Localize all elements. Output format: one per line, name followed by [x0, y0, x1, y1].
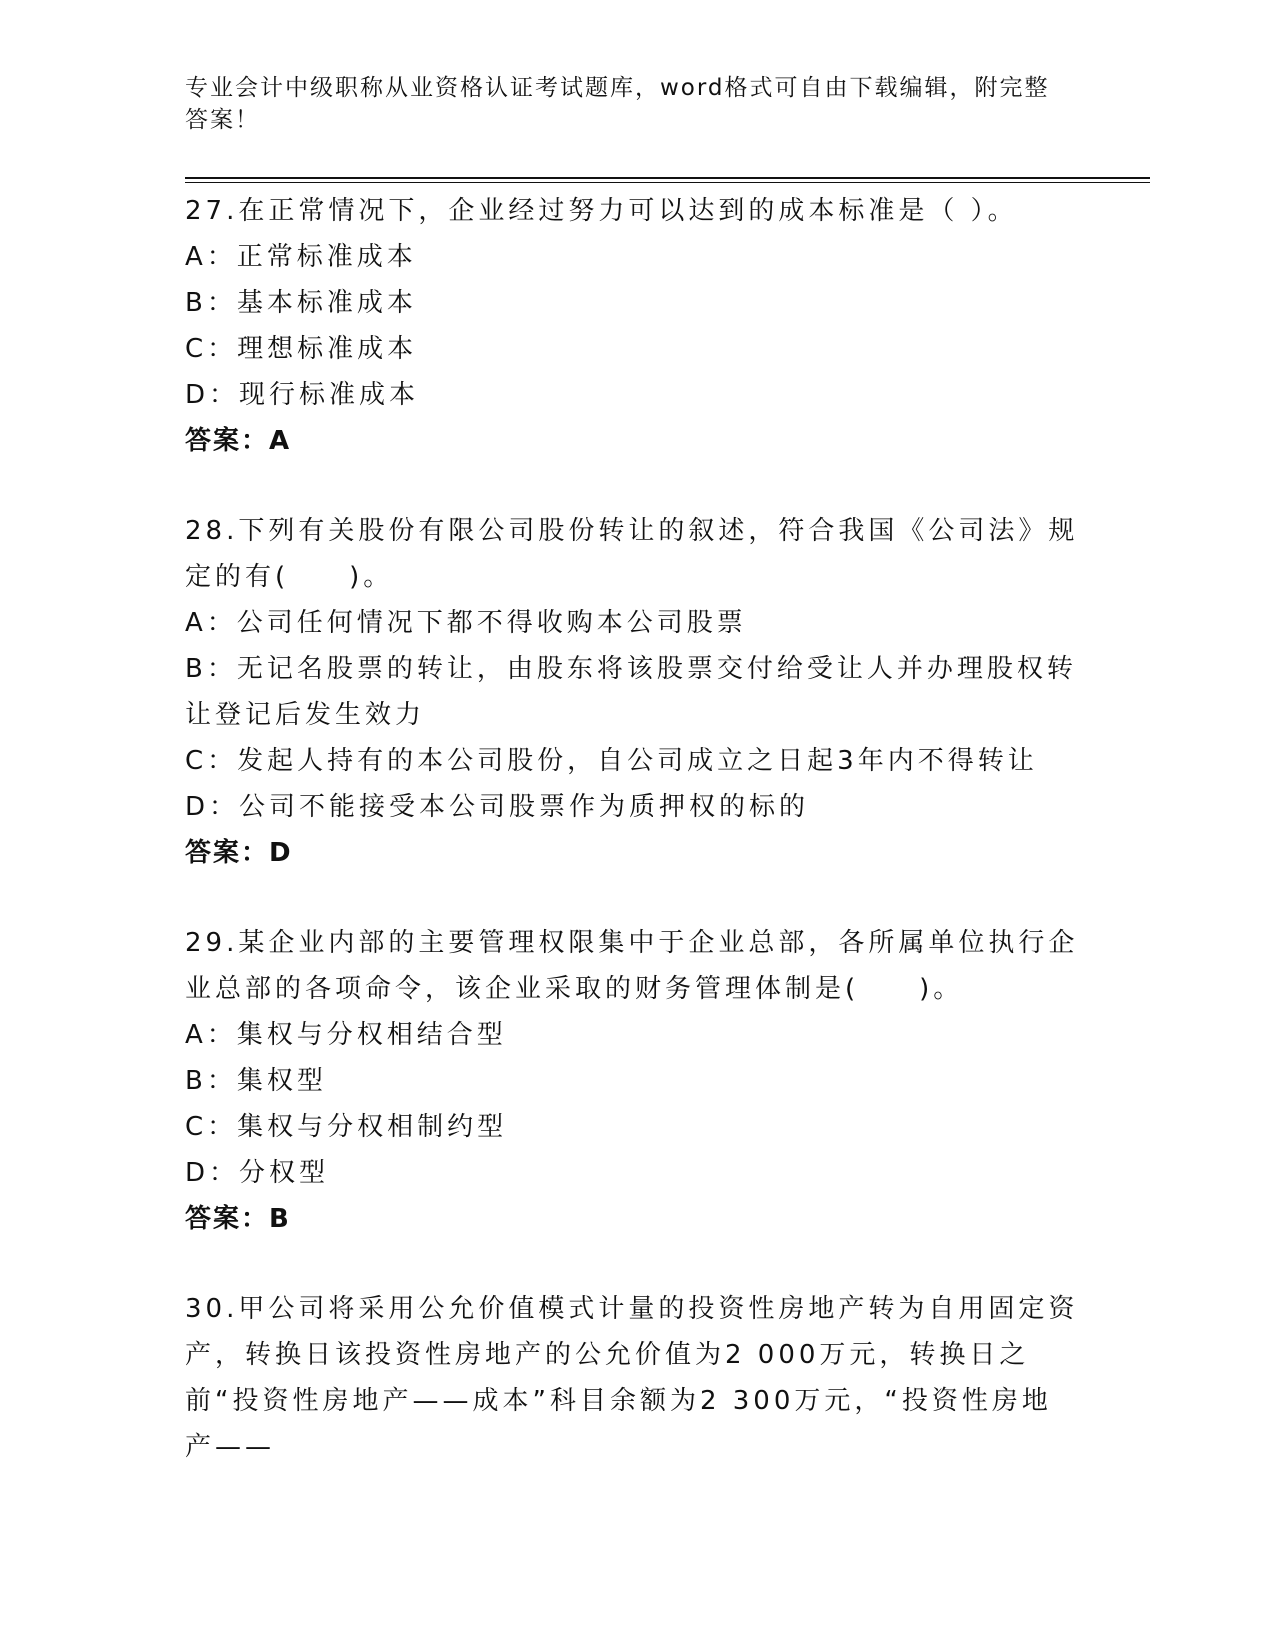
answer-label: 答案：D: [185, 838, 293, 868]
option-b: B：无记名股票的转让，由股东将该股票交付给受让人并办理股权转让登记后发生效力: [185, 654, 1077, 730]
option-d: D：分权型: [185, 1158, 330, 1188]
question-27: [185, 188, 1080, 464]
option-c: C：集权与分权相制约型: [185, 1112, 508, 1142]
option-c: C：发起人持有的本公司股份，自公司成立之日起3年内不得转让: [185, 746, 1038, 776]
header-rule-thin: [185, 182, 1150, 183]
page-header: 专业会计中级职称从业资格认证考试题库，word格式可自由下载编辑，附完整答案！: [185, 75, 1050, 133]
option-a: A：集权与分权相结合型: [185, 1020, 507, 1050]
header-rule-thick: [185, 177, 1150, 179]
answer-label: 答案：B: [185, 1204, 291, 1234]
question-stem: 28.下列有关股份有限公司股份转让的叙述，符合我国《公司法》规定的有( )。: [185, 516, 1079, 592]
question-stem: 27.在正常情况下，企业经过努力可以达到的成本标准是（ ）。: [185, 196, 1018, 226]
question-list: [185, 188, 1080, 1514]
option-a: A：公司任何情况下都不得收购本公司股票: [185, 608, 747, 638]
question-30: [185, 1286, 1080, 1470]
option-d: D：现行标准成本: [185, 380, 420, 410]
option-c: C：理想标准成本: [185, 334, 418, 364]
option-b: B：集权型: [185, 1066, 327, 1096]
option-b: B：基本标准成本: [185, 288, 417, 318]
option-d: D：公司不能接受本公司股票作为质押权的标的: [185, 792, 810, 822]
question-stem: 30.甲公司将采用公允价值模式计量的投资性房地产转为自用固定资产，转换日该投资性房地产的公允价值为2 000万元，转换日之前“投资性房地产——成本”科目余额为2 300万元，“投资性房地产——: [185, 1294, 1079, 1462]
option-a: A：正常标准成本: [185, 242, 417, 272]
question-stem: 29.某企业内部的主要管理权限集中于企业总部，各所属单位执行企业总部的各项命令，该企业采取的财务管理体制是( )。: [185, 928, 1079, 1004]
answer-label: 答案：A: [185, 426, 292, 456]
question-28: [185, 508, 1080, 876]
question-29: [185, 920, 1080, 1242]
